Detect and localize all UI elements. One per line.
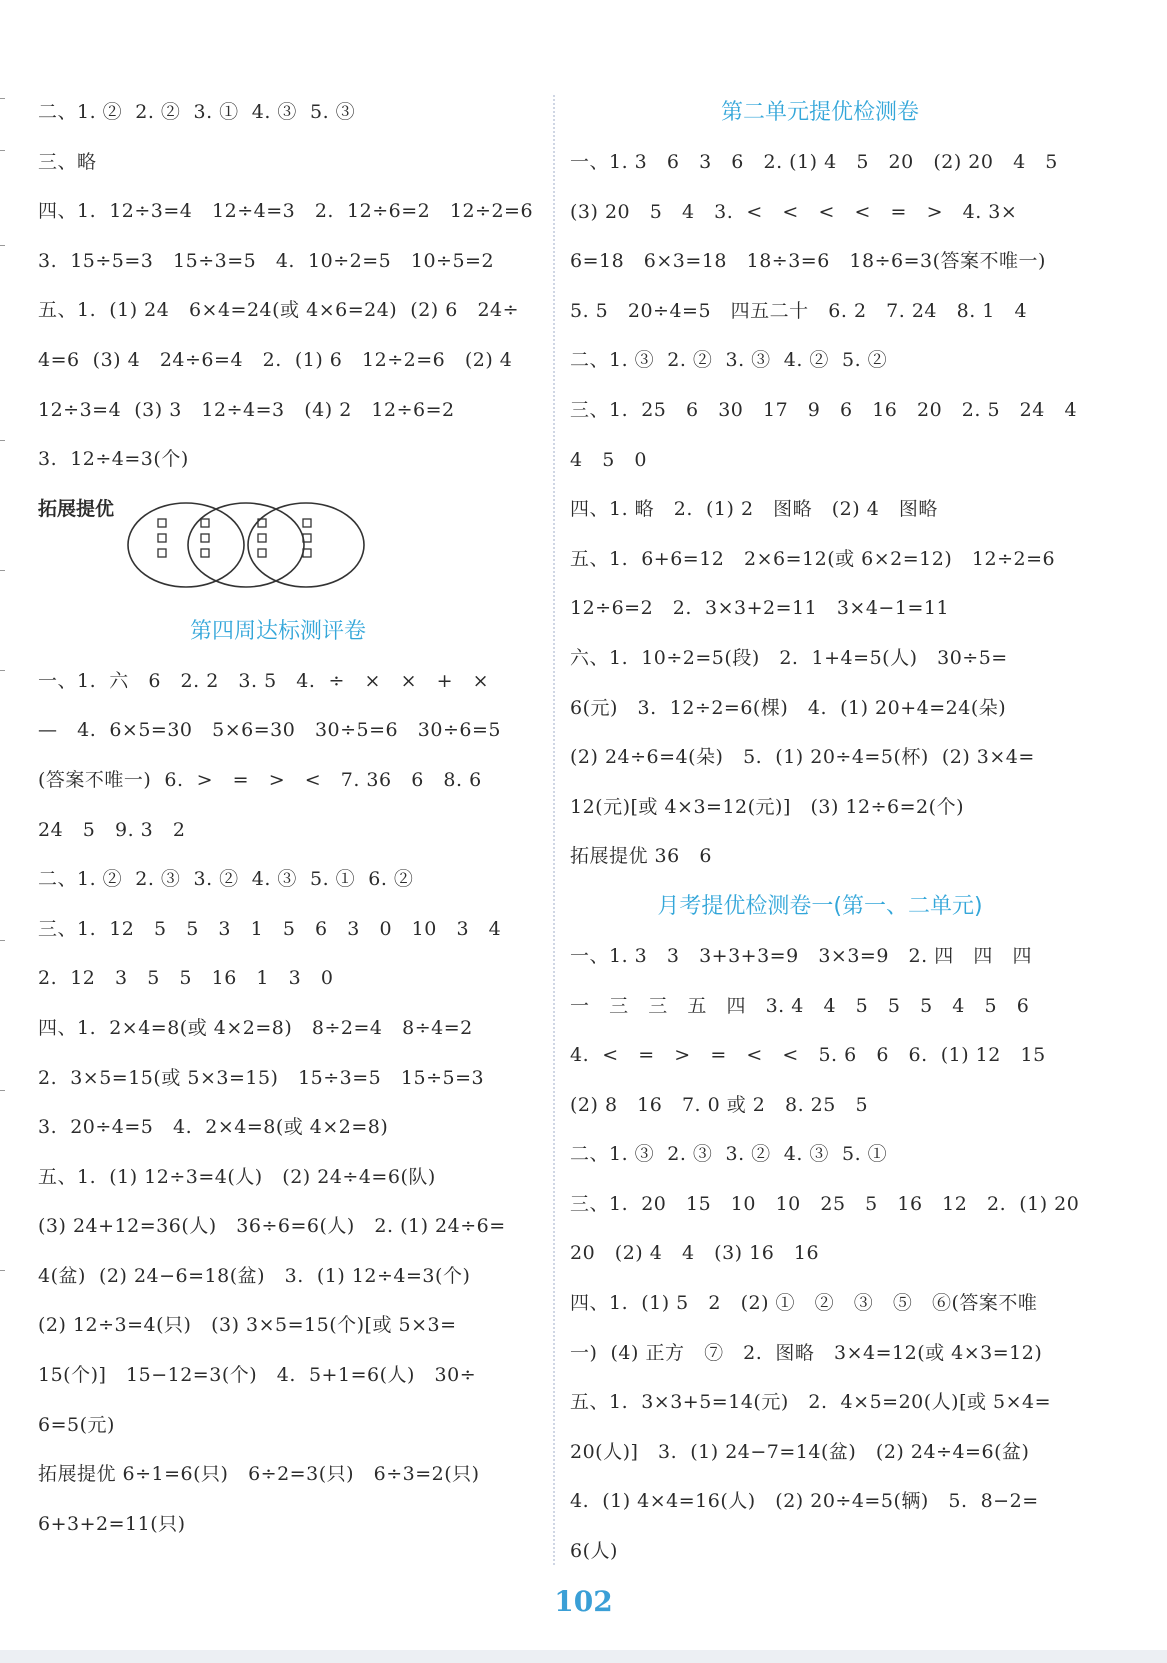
answer-line: 5. 5 20÷4=5 四五二十 6. 2 7. 24 8. 1 4 [570,299,1028,322]
answer-line: 6+3+2=11(只) [38,1512,186,1535]
answer-line: 6=18 6×3=18 18÷3=6 18÷6=3(答案不唯一) [570,250,1046,273]
answer-line: 3. 15÷5=3 15÷3=5 4. 10÷2=5 10÷5=2 [38,249,495,272]
answer-line: 四、1. (1) 5 2 (2) ① ② ③ ⑤ ⑥(答案不唯 [570,1292,1038,1315]
answer-line: 五、1. 3×3+5=14(元) 2. 4×5=20(人)[或 5×4= [570,1391,1052,1414]
venn-circle-2 [188,503,304,587]
answer-line: 一、1. 六 6 2. 2 3. 5 4. ÷ × × + × [38,669,490,692]
left-answer-block-a [38,88,538,485]
answer-line: 二、1. ② 2. ③ 3. ② 4. ③ 5. ① 6. ② [38,868,414,891]
answer-line: 2. 12 3 5 5 16 1 3 0 [38,967,334,990]
answer-line: 二、1. ② 2. ② 3. ① 4. ③ 5. ③ [38,101,356,123]
venn-circle-1 [128,503,244,587]
extension-label: 拓展提优 [38,497,115,520]
answer-line: 12(元)[或 4×3=12(元)] (3) 12÷6=2(个) [570,795,964,818]
right-answer-block-a [570,138,1078,882]
answer-line: 12÷3=4 (3) 3 12÷4=3 (4) 2 12÷6=2 [38,398,455,421]
left-column [38,88,538,1549]
answer-line: — 4. 6×5=30 5×6=30 30÷5=6 30÷6=5 [38,719,501,742]
section-title-unit2: 第二单元提优检测卷 [720,100,919,125]
answer-line: 4. < = > = < < 5. 6 6 6. (1) 12 15 [570,1044,1046,1067]
answer-line: 2. 3×5=15(或 5×3=15) 15÷3=5 15÷5=3 [38,1066,485,1089]
answer-line: 六、1. 10÷2=5(段) 2. 1+4=5(人) 30÷5= [570,646,1008,669]
bottom-edge [0,1650,1167,1663]
binding-edge-marks [0,0,6,1663]
answer-line: 6=5(元) [38,1413,115,1436]
answer-line: 6(人) [570,1540,618,1563]
answer-line: 三、1. 20 15 10 10 25 5 16 12 2. (1) 20 [570,1192,1080,1215]
answer-line: 20(人)] 3. (1) 24−7=14(盆) (2) 24÷4=6(盆) [570,1440,1030,1463]
page-number: 102 [554,1585,613,1618]
answer-line: (3) 24+12=36(人) 36÷6=6(人) 2. (1) 24÷6= [38,1215,506,1238]
answer-line: 4. (1) 4×4=16(人) (2) 20÷4=5(辆) 5. 8−2= [570,1490,1039,1513]
venn-circle-3 [248,503,364,587]
answer-line: 3. 12÷4=3(个) [38,448,189,471]
section-title-week4: 第四周达标测评卷 [189,618,366,644]
extension-venn-row [38,485,538,607]
answer-line: 6(元) 3. 12÷2=6(棵) 4. (1) 20+4=24(朵) [570,696,1007,719]
answer-line: 四、1. 略 2. (1) 2 图略 (2) 4 图略 [570,498,938,521]
answer-line: 一、1. 3 3 3+3+3=9 3×3=9 2. 四 四 四 [570,944,1032,967]
answer-line: 五、1. (1) 12÷3=4(人) (2) 24÷4=6(队) [38,1165,436,1188]
right-answer-block-b [570,932,1080,1577]
answer-line: (2) 12÷3=4(只) (3) 3×5=15(个)[或 5×3= [38,1314,457,1337]
answer-line: 二、1. ③ 2. ② 3. ③ 4. ② 5. ② [570,349,888,372]
answer-line: 24 5 9. 3 2 [38,818,186,841]
answer-line: 4 5 0 [570,448,648,471]
answer-line: 二、1. ③ 2. ③ 3. ② 4. ③ 5. ① [570,1143,888,1166]
answer-line: 4(盆) (2) 24−6=18(盆) 3. (1) 12÷4=3(个) [38,1264,471,1287]
answer-line: (答案不唯一) 6. > = > < 7. 36 6 8. 6 [38,768,482,791]
venn-squares [158,519,311,557]
answer-line: (2) 8 16 7. 0 或 2 8. 25 5 [570,1093,869,1116]
answer-line: 一 三 三 五 四 3. 4 4 5 5 5 4 5 6 [570,994,1030,1017]
section-title-monthly-exam: 月考提优检测卷一(第一、二单元) [657,893,983,919]
answer-line: 12÷6=2 2. 3×3+2=11 3×4−1=11 [570,597,950,620]
answer-line: 拓展提优 36 6 [570,845,712,868]
answer-line: 拓展提优 6÷1=6(只) 6÷2=3(只) 6÷3=2(只) [38,1463,480,1486]
venn-diagram [126,499,366,599]
answer-line: 四、1. 2×4=8(或 4×2=8) 8÷2=4 8÷4=2 [38,1016,473,1039]
answer-line: 15(个)] 15−12=3(个) 4. 5+1=6(人) 30÷ [38,1364,477,1387]
answer-line: 三、略 [38,150,97,173]
left-answer-block-b [38,657,538,1550]
column-divider [553,95,555,1565]
answer-line: 三、1. 25 6 30 17 9 6 16 20 2. 5 24 4 [570,398,1078,421]
answer-line: (2) 24÷6=4(朵) 5. (1) 20÷4=5(杯) (2) 3×4= [570,746,1035,769]
answer-line: 3. 20÷4=5 4. 2×4=8(或 4×2=8) [38,1116,389,1139]
answer-line: 一、1. 3 6 3 6 2. (1) 4 5 20 (2) 20 4 5 [570,151,1058,173]
answer-line: 四、1. 12÷3=4 12÷4=3 2. 12÷6=2 12÷2=6 [38,200,534,223]
answer-line: 20 (2) 4 4 (3) 16 16 [570,1242,820,1265]
right-column [570,88,1080,1577]
answer-line: 一) (4) 正方 ⑦ 2. 图略 3×4=12(或 4×3=12) [570,1341,1043,1364]
answer-line: 4=6 (3) 4 24÷6=4 2. (1) 6 12÷2=6 (2) 4 [38,348,513,371]
answer-line: 五、1. (1) 24 6×4=24(或 4×6=24) (2) 6 24÷ [38,299,520,322]
answer-line: 三、1. 12 5 5 3 1 5 6 3 0 10 3 4 [38,917,502,940]
answer-line: (3) 20 5 4 3. < < < < = > 4. 3× [570,200,1018,223]
answer-line: 五、1. 6+6=12 2×6=12(或 6×2=12) 12÷2=6 [570,547,1056,570]
